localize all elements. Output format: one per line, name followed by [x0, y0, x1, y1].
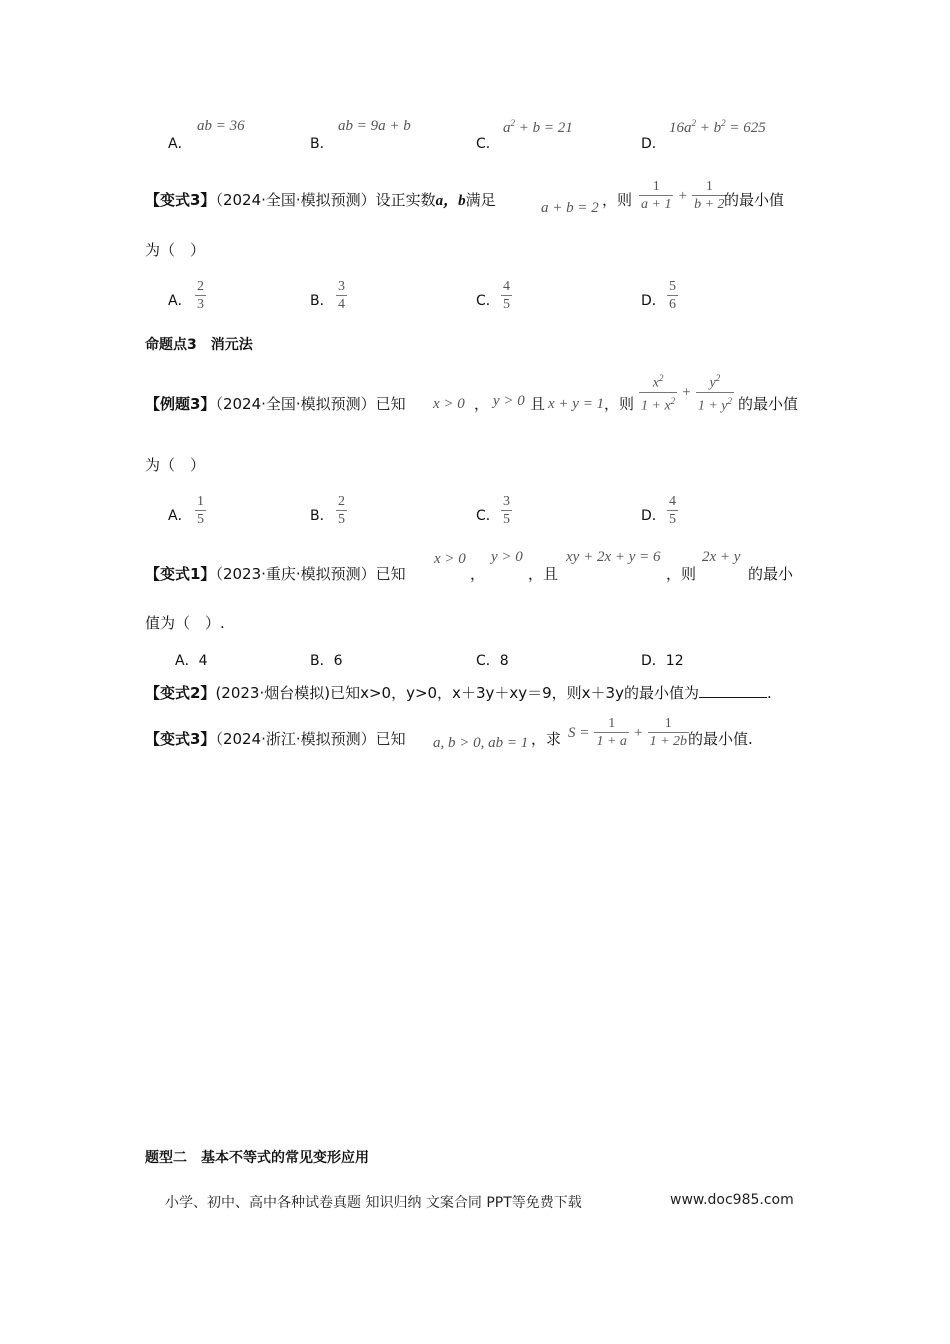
option-d-label: D．	[641, 508, 666, 524]
option-c-math: $a^2 + b = 21$	[503, 118, 573, 136]
option-d-math: $16a^2 + b^2 = 625$	[669, 118, 766, 136]
question-tail: 的最小值	[724, 191, 785, 209]
option-c-fraction: $\frac{3}{5}$	[503, 494, 510, 527]
expression-fraction-sum: $\frac{x^2}{1 + x^2}$ + $\frac{y^2}{1 + y^2}$	[641, 373, 732, 414]
option-c-label: C．	[476, 293, 500, 309]
option-a-label: A．	[168, 136, 192, 152]
option-a-math: ab = 36	[197, 118, 245, 134]
option-c-fraction: $\frac{4}{5}$	[503, 279, 510, 312]
condition-math: a, b > 0, ab = 1	[433, 735, 529, 751]
question-tag: 【变式3】	[145, 191, 216, 209]
option-b-label: B．	[310, 293, 334, 309]
option-d-label: D．	[641, 293, 666, 309]
option-b-math: ab = 9a + b	[338, 118, 411, 134]
option-b-label: B．	[310, 508, 334, 524]
option-b-fraction: $\frac{3}{4}$	[338, 279, 345, 312]
section-heading: 题型二 基本不等式的常见变形应用	[145, 1150, 369, 1166]
option-a-fraction: $\frac{2}{3}$	[197, 279, 204, 312]
footer-text: 小学、初中、高中各种试卷真题 知识归纳 文案合同 PPT等免费下载	[165, 1195, 582, 1211]
variant3b-question: 【变式3】（2024·浙江·模拟预测）已知	[145, 730, 406, 748]
condition-x-positive: x > 0	[433, 396, 465, 412]
text-and: 且	[530, 395, 546, 413]
question-tag: 【变式3】	[145, 730, 216, 748]
option-a-fraction: $\frac{1}{5}$	[197, 494, 204, 527]
option-a: A．4	[175, 653, 208, 669]
condition-equation: xy + 2x + y = 6	[566, 549, 661, 565]
option-a-label: A．	[168, 293, 192, 309]
question-tag: 【变式2】	[145, 684, 216, 702]
target-expression: 2x + y	[702, 549, 741, 565]
text-then: ，则	[604, 395, 635, 413]
text-comma: ，	[470, 565, 486, 583]
question-tail: 的最小	[748, 565, 794, 583]
option-b-fraction: $\frac{2}{5}$	[338, 494, 345, 527]
footer-link[interactable]: www.doc985.com	[670, 1192, 794, 1208]
option-d-fraction: $\frac{5}{6}$	[669, 279, 676, 312]
condition-y-positive: y > 0	[491, 549, 523, 565]
option-d-label: D．	[641, 136, 666, 152]
text-then: ，则	[602, 191, 633, 209]
condition-y-positive: y > 0	[493, 393, 525, 409]
expression-fraction-sum: $\frac{1}{a + 1}$ + $\frac{1}{b + 2}$	[641, 179, 725, 212]
section-heading: 命题点3 消元法	[145, 337, 253, 353]
option-b: B．6	[310, 653, 343, 669]
variant1-question: 【变式1】（2023·重庆·模拟预测）已知	[145, 565, 406, 583]
condition-sum: x + y = 1	[548, 396, 605, 412]
option-b-label: B．	[310, 136, 334, 152]
option-c-label: C．	[476, 508, 500, 524]
question-tag: 【变式1】	[145, 565, 216, 583]
condition-math: a + b = 2	[541, 200, 599, 216]
option-d: D．12	[641, 653, 684, 669]
question-tail: 的最小值	[738, 395, 799, 413]
option-a-label: A．	[168, 508, 192, 524]
option-d-fraction: $\frac{4}{5}$	[669, 494, 676, 527]
question-tag: 【例题3】	[145, 395, 216, 413]
text-ask: ，求	[531, 730, 562, 748]
expression-s: S = $\frac{1}{1 + a}$ + $\frac{1}{1 + 2b}$	[568, 716, 688, 749]
answer-blank[interactable]	[699, 683, 767, 698]
option-c-label: C．	[476, 136, 500, 152]
question-line2: 值为（ ）.	[145, 614, 225, 632]
variant2-question: 【变式2】(2023·烟台模拟)已知x>0，y>0，x＋3y＋xy＝9，则x＋3y的最小值为 .	[145, 684, 772, 702]
text-then: ，则	[666, 565, 697, 583]
question-line2: 为（ ）	[145, 241, 206, 259]
example3-question: 【例题3】（2024·全国·模拟预测）已知	[145, 395, 406, 413]
question-line2: 为（ ）	[145, 456, 206, 474]
text-comma: ，	[474, 395, 490, 413]
text-and: ，且	[528, 565, 559, 583]
condition-x-positive: x > 0	[434, 551, 466, 567]
question-tail: 的最小值.	[688, 730, 753, 748]
option-c: C．8	[476, 653, 509, 669]
variant3-question: 【变式3】（2024·全国·模拟预测）设正实数a，b满足	[145, 191, 496, 209]
